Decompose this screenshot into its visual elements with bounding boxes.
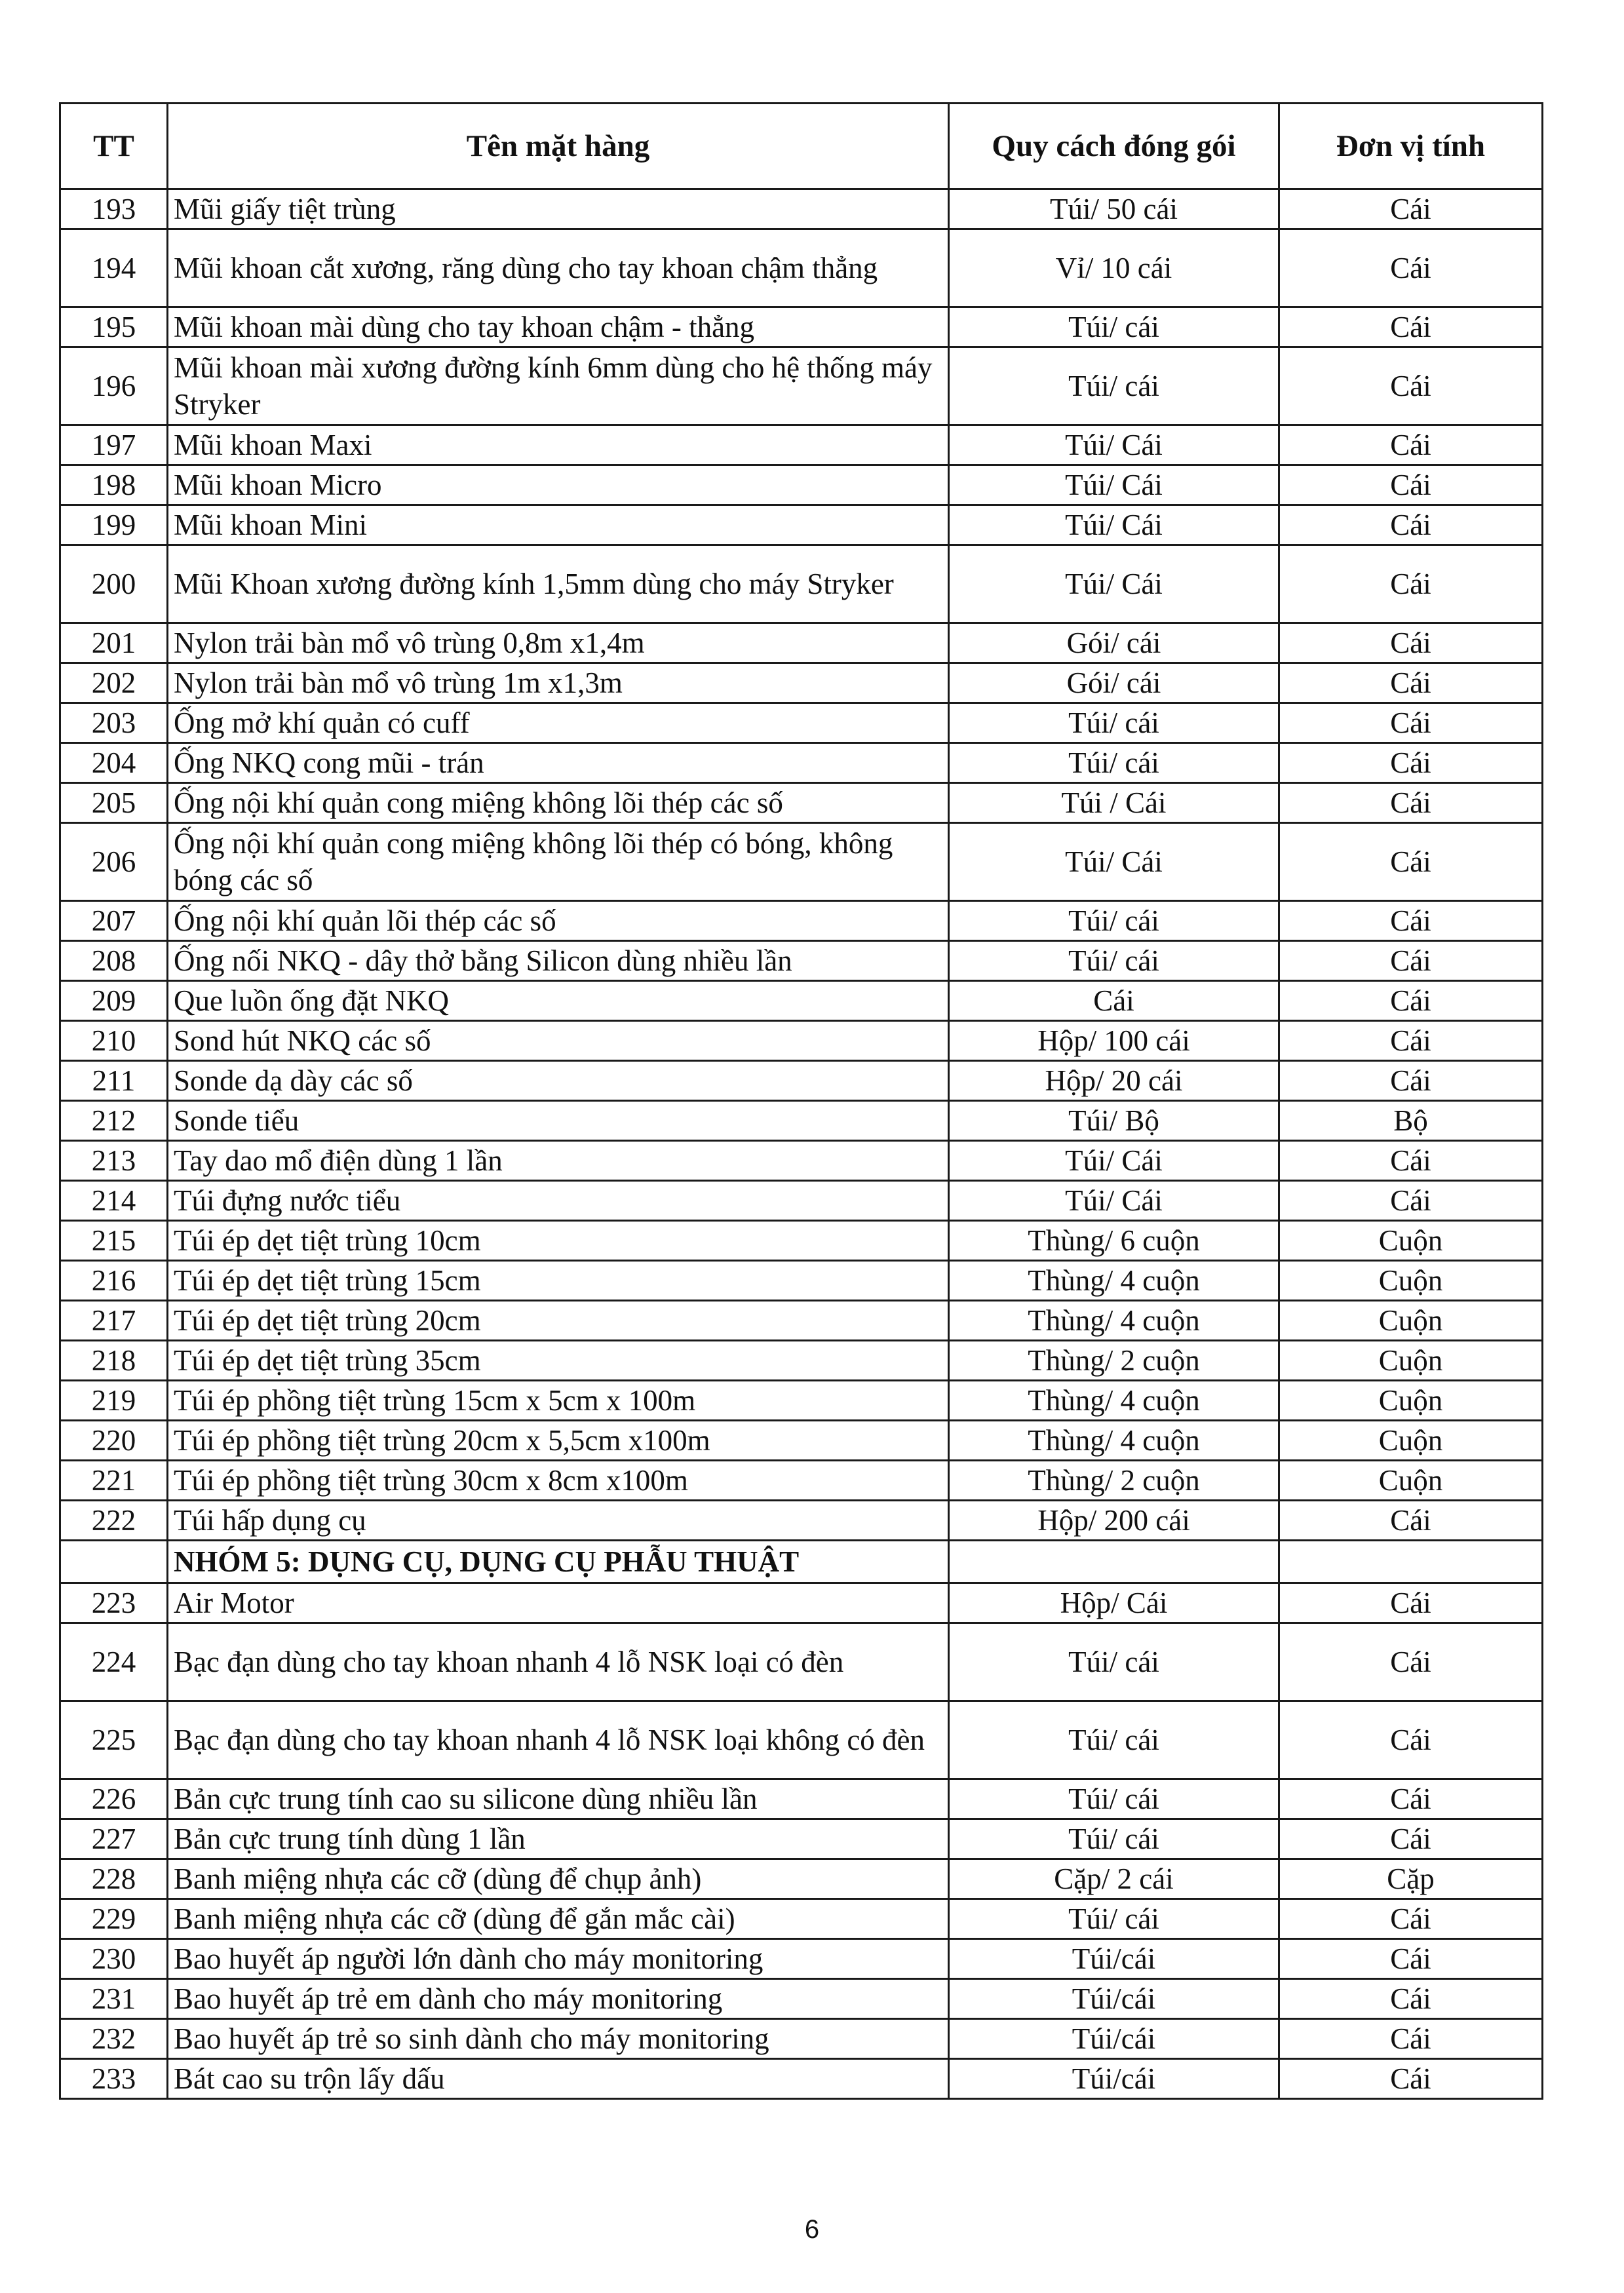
row-item-name: Túi ép dẹt tiệt trùng 10cm — [168, 1221, 949, 1261]
section-pack-cell — [949, 1541, 1279, 1583]
row-item-name: Mũi khoan mài dùng cho tay khoan chậm - thẳng — [168, 307, 949, 347]
row-packaging: Thùng/ 2 cuộn — [949, 1341, 1279, 1381]
row-unit: Cặp — [1279, 1859, 1543, 1899]
row-unit: Cái — [1279, 1623, 1543, 1701]
table-row — [60, 1301, 1543, 1341]
row-tt: 195 — [60, 307, 168, 347]
row-tt: 205 — [60, 783, 168, 823]
row-tt: 207 — [60, 901, 168, 941]
row-item-name: Mũi khoan mài xương đường kính 6mm dùng cho hệ thống máy Stryker — [168, 347, 949, 425]
row-unit: Cái — [1279, 1501, 1543, 1541]
row-unit: Cái — [1279, 901, 1543, 941]
row-unit: Cái — [1279, 545, 1543, 623]
row-tt: 227 — [60, 1819, 168, 1859]
row-unit: Cái — [1279, 981, 1543, 1021]
table-row — [60, 1421, 1543, 1461]
header-unit: Đơn vị tính — [1279, 104, 1543, 189]
row-unit: Cái — [1279, 425, 1543, 465]
row-packaging: Thùng/ 6 cuộn — [949, 1221, 1279, 1261]
row-packaging: Túi/ Cái — [949, 425, 1279, 465]
row-item-name: Túi ép phồng tiệt trùng 15cm x 5cm x 100m — [168, 1381, 949, 1421]
row-packaging: Thùng/ 4 cuộn — [949, 1421, 1279, 1461]
table-row — [60, 307, 1543, 347]
row-unit: Cái — [1279, 347, 1543, 425]
row-tt: 194 — [60, 229, 168, 307]
section-tt-cell — [60, 1541, 168, 1583]
row-tt: 223 — [60, 1583, 168, 1623]
table-row — [60, 1859, 1543, 1899]
row-unit: Cái — [1279, 2019, 1543, 2059]
row-tt: 225 — [60, 1701, 168, 1779]
row-packaging: Cặp/ 2 cái — [949, 1859, 1279, 1899]
row-packaging: Túi/cái — [949, 2059, 1279, 2099]
row-unit: Cái — [1279, 823, 1543, 901]
row-packaging: Hộp/ Cái — [949, 1583, 1279, 1623]
row-packaging: Túi/cái — [949, 1979, 1279, 2019]
row-packaging: Túi/ cái — [949, 901, 1279, 941]
table-row — [60, 1061, 1543, 1101]
row-unit: Cái — [1279, 189, 1543, 229]
row-packaging: Túi/ cái — [949, 1779, 1279, 1819]
table-row — [60, 1141, 1543, 1181]
row-tt: 212 — [60, 1101, 168, 1141]
row-item-name: Banh miệng nhựa các cỡ (dùng để chụp ảnh) — [168, 1859, 949, 1899]
row-tt: 193 — [60, 189, 168, 229]
row-tt: 228 — [60, 1859, 168, 1899]
row-tt: 210 — [60, 1021, 168, 1061]
table-row — [60, 1021, 1543, 1061]
row-item-name: Sond hút NKQ các số — [168, 1021, 949, 1061]
row-packaging: Túi/ cái — [949, 703, 1279, 743]
row-item-name: Ống NKQ cong mũi - trán — [168, 743, 949, 783]
header-tt: TT — [60, 104, 168, 189]
row-item-name: Bao huyết áp trẻ em dành cho máy monitoring — [168, 1979, 949, 2019]
row-tt: 208 — [60, 941, 168, 981]
table-body-group-a — [60, 189, 1543, 1541]
row-packaging: Túi/ Cái — [949, 465, 1279, 505]
row-packaging: Thùng/ 4 cuộn — [949, 1381, 1279, 1421]
row-tt: 224 — [60, 1623, 168, 1701]
row-unit: Cuộn — [1279, 1301, 1543, 1341]
row-item-name: Ống nội khí quản cong miệng không lõi thép các số — [168, 783, 949, 823]
row-item-name: Mũi Khoan xương đường kính 1,5mm dùng cho máy Stryker — [168, 545, 949, 623]
row-packaging: Túi/cái — [949, 1939, 1279, 1979]
row-unit: Cái — [1279, 703, 1543, 743]
row-unit: Cái — [1279, 505, 1543, 545]
row-packaging: Gói/ cái — [949, 663, 1279, 703]
row-packaging: Hộp/ 100 cái — [949, 1021, 1279, 1061]
row-item-name: Bạc đạn dùng cho tay khoan nhanh 4 lỗ NSK loại có đèn — [168, 1623, 949, 1701]
row-packaging: Túi / Cái — [949, 783, 1279, 823]
row-unit: Cái — [1279, 941, 1543, 981]
table-row — [60, 1341, 1543, 1381]
table-row — [60, 189, 1543, 229]
table-row — [60, 2059, 1543, 2099]
row-tt: 230 — [60, 1939, 168, 1979]
table-row — [60, 1501, 1543, 1541]
row-item-name: Ống mở khí quản có cuff — [168, 703, 949, 743]
table-row — [60, 505, 1543, 545]
row-tt: 204 — [60, 743, 168, 783]
table-row — [60, 1819, 1543, 1859]
row-item-name: Sonde tiểu — [168, 1101, 949, 1141]
row-unit: Cái — [1279, 663, 1543, 703]
row-unit: Cuộn — [1279, 1261, 1543, 1301]
table-row — [60, 901, 1543, 941]
row-item-name: Bát cao su trộn lấy dấu — [168, 2059, 949, 2099]
row-packaging: Túi/ cái — [949, 1701, 1279, 1779]
table-row — [60, 1261, 1543, 1301]
row-tt: 198 — [60, 465, 168, 505]
row-tt: 221 — [60, 1461, 168, 1501]
row-tt: 209 — [60, 981, 168, 1021]
table-row — [60, 981, 1543, 1021]
row-tt: 199 — [60, 505, 168, 545]
row-packaging: Vỉ/ 10 cái — [949, 229, 1279, 307]
table-row — [60, 703, 1543, 743]
row-item-name: Túi ép phồng tiệt trùng 20cm x 5,5cm x100m — [168, 1421, 949, 1461]
row-tt: 196 — [60, 347, 168, 425]
row-tt: 201 — [60, 623, 168, 663]
row-tt: 226 — [60, 1779, 168, 1819]
row-unit: Cái — [1279, 1979, 1543, 2019]
row-packaging: Thùng/ 4 cuộn — [949, 1301, 1279, 1341]
row-unit: Cái — [1279, 783, 1543, 823]
table-row — [60, 1779, 1543, 1819]
row-unit: Cuộn — [1279, 1381, 1543, 1421]
row-packaging: Túi/ cái — [949, 1623, 1279, 1701]
table-row — [60, 1181, 1543, 1221]
row-unit: Cuộn — [1279, 1461, 1543, 1501]
table-row — [60, 465, 1543, 505]
row-item-name: Mũi khoan cắt xương, răng dùng cho tay khoan chậm thẳng — [168, 229, 949, 307]
row-packaging: Túi/ cái — [949, 307, 1279, 347]
table-row — [60, 1701, 1543, 1779]
row-tt: 216 — [60, 1261, 168, 1301]
row-unit: Cái — [1279, 623, 1543, 663]
row-packaging: Cái — [949, 981, 1279, 1021]
row-unit: Cái — [1279, 743, 1543, 783]
items-table — [59, 102, 1543, 2100]
row-unit: Cái — [1279, 1141, 1543, 1181]
section-row — [60, 1541, 1543, 1583]
row-tt: 231 — [60, 1979, 168, 2019]
row-unit: Cái — [1279, 1899, 1543, 1939]
row-item-name: Mũi khoan Mini — [168, 505, 949, 545]
row-packaging: Túi/ cái — [949, 941, 1279, 981]
row-packaging: Gói/ cái — [949, 623, 1279, 663]
row-tt: 233 — [60, 2059, 168, 2099]
row-item-name: Nylon trải bàn mổ vô trùng 0,8m x1,4m — [168, 623, 949, 663]
row-packaging: Túi/ Bộ — [949, 1101, 1279, 1141]
row-item-name: Que luồn ống đặt NKQ — [168, 981, 949, 1021]
row-unit: Cái — [1279, 1021, 1543, 1061]
row-unit: Cái — [1279, 1061, 1543, 1101]
row-packaging: Túi/ Cái — [949, 823, 1279, 901]
row-item-name: Túi đựng nước tiểu — [168, 1181, 949, 1221]
table-row — [60, 1381, 1543, 1421]
table-row — [60, 1221, 1543, 1261]
row-packaging: Túi/ cái — [949, 743, 1279, 783]
row-tt: 229 — [60, 1899, 168, 1939]
row-unit: Cái — [1279, 1583, 1543, 1623]
row-packaging: Túi/ Cái — [949, 505, 1279, 545]
table-body-group-b — [60, 1583, 1543, 2099]
row-tt: 220 — [60, 1421, 168, 1461]
row-tt: 213 — [60, 1141, 168, 1181]
row-unit: Bộ — [1279, 1101, 1543, 1141]
table-row — [60, 425, 1543, 465]
table-row — [60, 1623, 1543, 1701]
row-item-name: Túi hấp dụng cụ — [168, 1501, 949, 1541]
row-tt: 203 — [60, 703, 168, 743]
table-row — [60, 1583, 1543, 1623]
row-tt: 215 — [60, 1221, 168, 1261]
row-unit: Cuộn — [1279, 1221, 1543, 1261]
row-item-name: Túi ép phồng tiệt trùng 30cm x 8cm x100m — [168, 1461, 949, 1501]
table-row — [60, 229, 1543, 307]
row-tt: 222 — [60, 1501, 168, 1541]
table-row — [60, 743, 1543, 783]
row-packaging: Túi/cái — [949, 2019, 1279, 2059]
row-packaging: Túi/ cái — [949, 347, 1279, 425]
row-tt: 211 — [60, 1061, 168, 1101]
row-unit: Cái — [1279, 1701, 1543, 1779]
row-unit: Cái — [1279, 1181, 1543, 1221]
section-unit-cell — [1279, 1541, 1543, 1583]
row-item-name: Bao huyết áp trẻ so sinh dành cho máy monitoring — [168, 2019, 949, 2059]
table-section-group — [60, 1541, 1543, 1583]
table-row — [60, 663, 1543, 703]
row-packaging: Túi/ Cái — [949, 1141, 1279, 1181]
row-unit: Cái — [1279, 1819, 1543, 1859]
row-packaging: Túi/ Cái — [949, 1181, 1279, 1221]
table-row — [60, 1461, 1543, 1501]
table-row — [60, 941, 1543, 981]
row-item-name: Bao huyết áp người lớn dành cho máy monitoring — [168, 1939, 949, 1979]
row-packaging: Hộp/ 20 cái — [949, 1061, 1279, 1101]
row-packaging: Túi/ cái — [949, 1819, 1279, 1859]
row-item-name: Mũi giấy tiệt trùng — [168, 189, 949, 229]
row-packaging: Túi/ cái — [949, 1899, 1279, 1939]
row-item-name: Túi ép dẹt tiệt trùng 20cm — [168, 1301, 949, 1341]
row-item-name: Ống nội khí quản lõi thép các số — [168, 901, 949, 941]
table-row — [60, 1939, 1543, 1979]
table-row — [60, 1899, 1543, 1939]
table-row — [60, 823, 1543, 901]
row-item-name: Mũi khoan Micro — [168, 465, 949, 505]
row-packaging: Thùng/ 4 cuộn — [949, 1261, 1279, 1301]
row-tt: 219 — [60, 1381, 168, 1421]
row-unit: Cuộn — [1279, 1421, 1543, 1461]
row-tt: 217 — [60, 1301, 168, 1341]
row-tt: 214 — [60, 1181, 168, 1221]
header-item-name: Tên mặt hàng — [168, 104, 949, 189]
row-item-name: Sonde dạ dày các số — [168, 1061, 949, 1101]
row-item-name: Bản cực trung tính cao su silicone dùng nhiều lần — [168, 1779, 949, 1819]
row-item-name: Bạc đạn dùng cho tay khoan nhanh 4 lỗ NSK loại không có đèn — [168, 1701, 949, 1779]
table-header-row — [60, 104, 1543, 189]
row-packaging: Hộp/ 200 cái — [949, 1501, 1279, 1541]
section-title: NHÓM 5: DỤNG CỤ, DỤNG CỤ PHẪU THUẬT — [168, 1541, 949, 1583]
table-row — [60, 623, 1543, 663]
row-unit: Cuộn — [1279, 1341, 1543, 1381]
row-tt: 197 — [60, 425, 168, 465]
table-row — [60, 1101, 1543, 1141]
table-row — [60, 545, 1543, 623]
row-tt: 200 — [60, 545, 168, 623]
row-unit: Cái — [1279, 465, 1543, 505]
table-row — [60, 783, 1543, 823]
row-packaging: Thùng/ 2 cuộn — [949, 1461, 1279, 1501]
row-unit: Cái — [1279, 2059, 1543, 2099]
row-item-name: Tay dao mổ điện dùng 1 lần — [168, 1141, 949, 1181]
row-packaging: Túi/ Cái — [949, 545, 1279, 623]
row-item-name: Banh miệng nhựa các cỡ (dùng để gắn mắc cài) — [168, 1899, 949, 1939]
header-packaging: Quy cách đóng gói — [949, 104, 1279, 189]
row-unit: Cái — [1279, 1779, 1543, 1819]
row-item-name: Mũi khoan Maxi — [168, 425, 949, 465]
row-tt: 202 — [60, 663, 168, 703]
row-item-name: Ống nội khí quản cong miệng không lõi thép có bóng, không bóng các số — [168, 823, 949, 901]
row-item-name: Túi ép dẹt tiệt trùng 15cm — [168, 1261, 949, 1301]
row-tt: 218 — [60, 1341, 168, 1381]
row-item-name: Ống nối NKQ - dây thở bằng Silicon dùng nhiều lần — [168, 941, 949, 981]
row-packaging: Túi/ 50 cái — [949, 189, 1279, 229]
row-unit: Cái — [1279, 307, 1543, 347]
row-item-name: Air Motor — [168, 1583, 949, 1623]
row-item-name: Bản cực trung tính dùng 1 lần — [168, 1819, 949, 1859]
row-unit: Cái — [1279, 229, 1543, 307]
row-item-name: Nylon trải bàn mổ vô trùng 1m x1,3m — [168, 663, 949, 703]
table-row — [60, 2019, 1543, 2059]
page-number: 6 — [804, 2215, 820, 2244]
table-row — [60, 347, 1543, 425]
row-item-name: Túi ép dẹt tiệt trùng 35cm — [168, 1341, 949, 1381]
row-tt: 206 — [60, 823, 168, 901]
table-row — [60, 1979, 1543, 2019]
row-unit: Cái — [1279, 1939, 1543, 1979]
row-tt: 232 — [60, 2019, 168, 2059]
